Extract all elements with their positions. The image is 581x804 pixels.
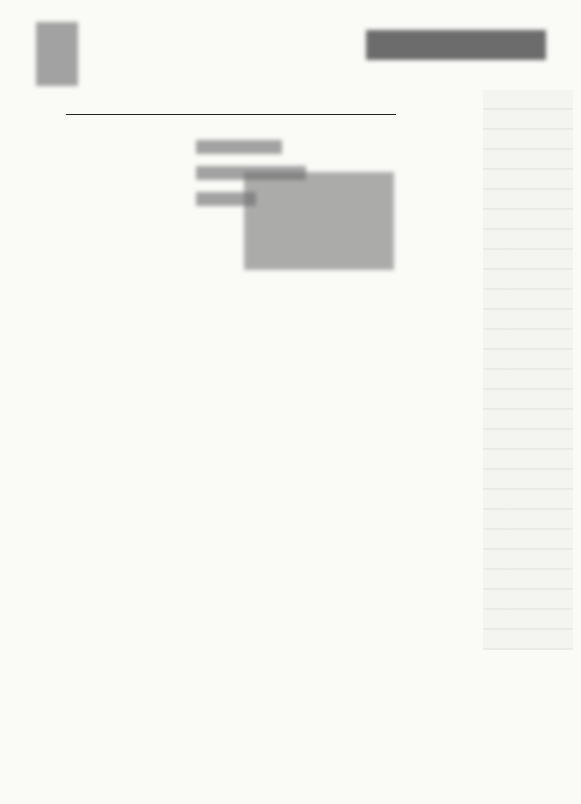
redacted-header-left [36, 22, 78, 86]
redacted-party-1 [196, 140, 282, 154]
title-underline [66, 114, 396, 115]
redacted-header-right [366, 30, 546, 60]
bleed-through-text [483, 90, 573, 650]
redacted-address-block [244, 172, 394, 270]
